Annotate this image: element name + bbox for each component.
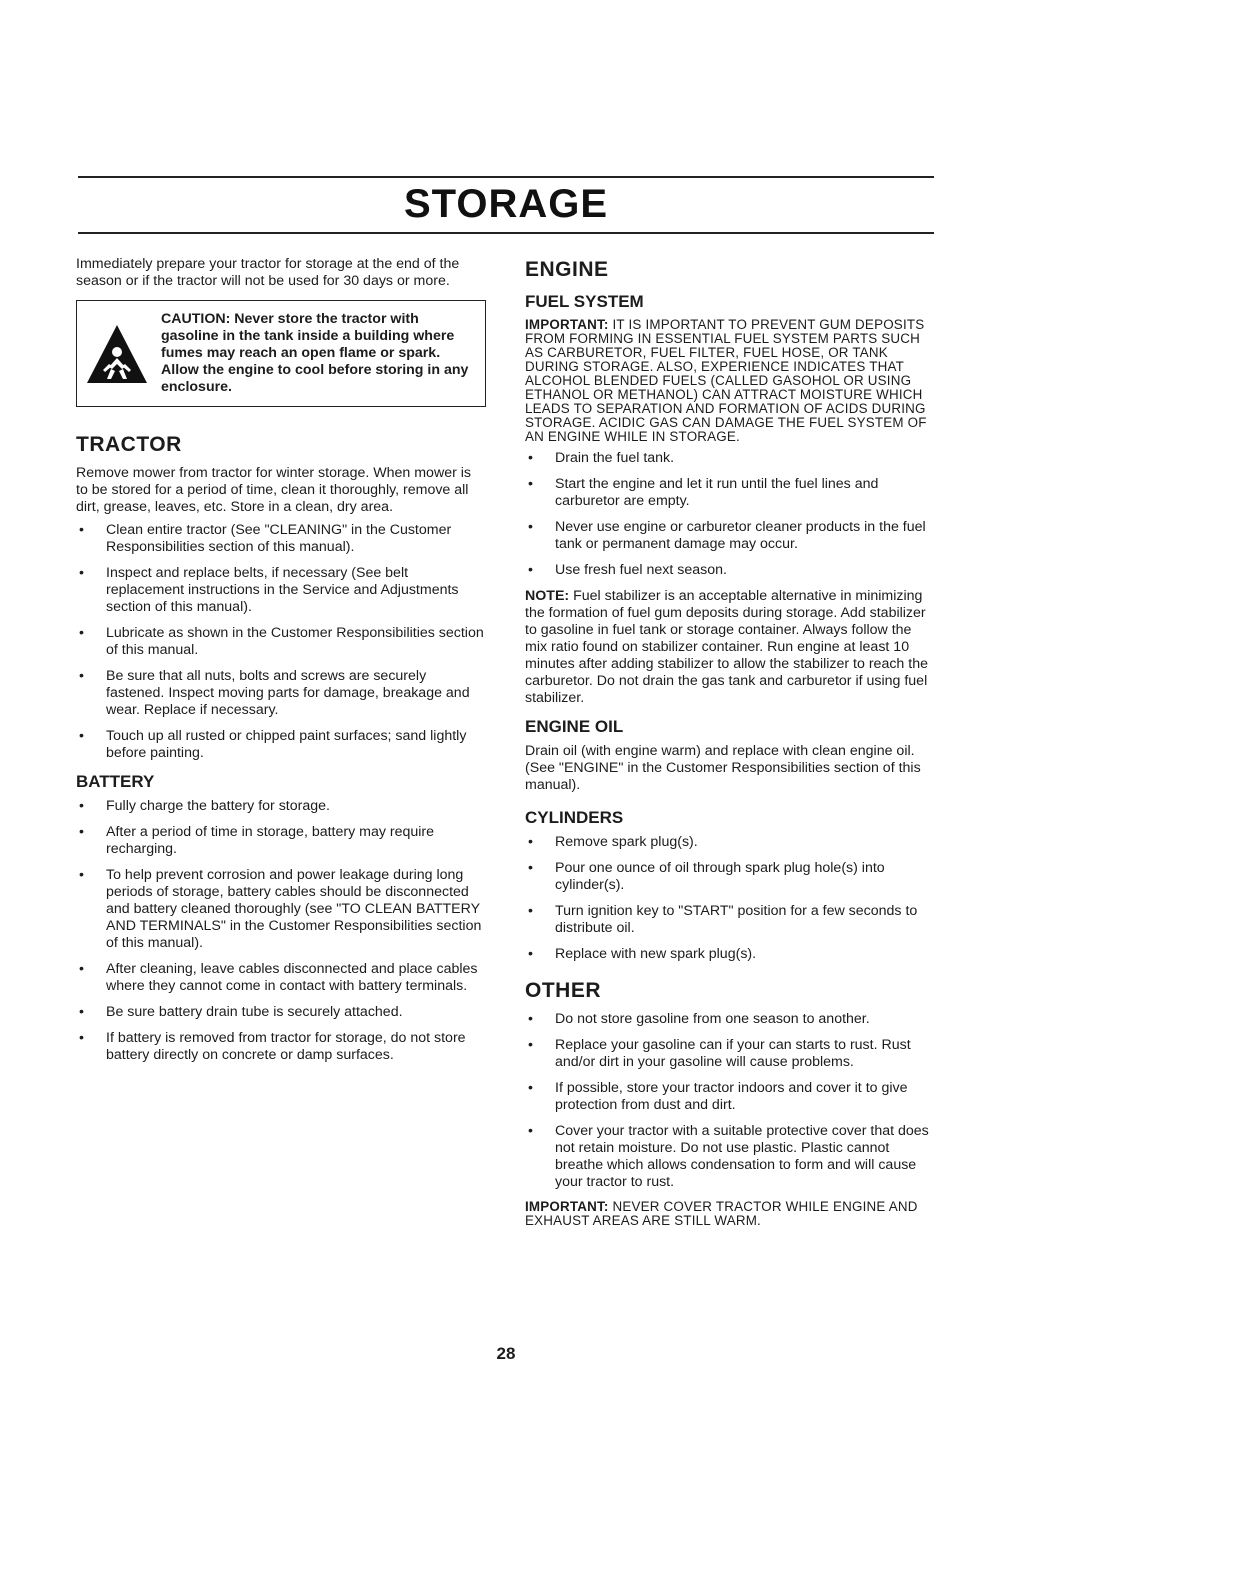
note-label: NOTE: bbox=[525, 588, 570, 604]
right-column bbox=[525, 256, 935, 1228]
top-rule bbox=[78, 176, 934, 178]
list-item: • Be sure that all nuts, bolts and screws are securely fastened. Inspect moving parts for damage, breakage and wear. Replace if necessary. bbox=[76, 668, 486, 719]
list-item: • Fully charge the battery for storage. bbox=[76, 798, 486, 815]
tractor-list bbox=[76, 522, 486, 762]
cylinders-list bbox=[525, 834, 935, 963]
title-underline bbox=[78, 232, 934, 234]
engine-oil-heading: ENGINE OIL bbox=[525, 717, 624, 736]
engine-oil-paragraph: Drain oil (with engine warm) and replace with clean engine oil. (See "ENGINE" in the Customer Responsibilities section of this manual). bbox=[525, 743, 921, 793]
battery-list bbox=[76, 798, 486, 1064]
list-item: • After a period of time in storage, battery may require recharging. bbox=[76, 824, 486, 858]
engine-heading: ENGINE bbox=[525, 258, 609, 281]
important-text: IT IS IMPORTANT TO PREVENT GUM DEPOSITS FROM FORMING IN ESSENTIAL FUEL SYSTEM PARTS SUCH AS CARBURETOR, FUEL FILTER, FUEL HOSE, OR TANK DURING STORAGE. ALSO, EXPERIENCE INDICATES THAT ALCOHOL BLENDED FUELS (CALLED GASOHOL OR USING ETHANOL OR METHANOL) CAN ATTRACT MOISTURE WHICH LEADS TO SEPARATION AND FORMATION OF ACIDS DURING STORAGE. ACIDIC GAS CAN DAMAGE THE FUEL SYSTEM OF AN ENGINE WHILE IN STORAGE. bbox=[525, 317, 927, 444]
list-item: • Replace with new spark plug(s). bbox=[525, 946, 935, 963]
fuel-system-heading: FUEL SYSTEM bbox=[525, 292, 644, 311]
tractor-paragraph: Remove mower from tractor for winter storage. When mower is to be stored for a period of time, clean it thoroughly, remove all dirt, grease, leaves, etc. Store in a clean, dry area. bbox=[76, 465, 471, 515]
list-item: • Cover your tractor with a suitable protective cover that does not retain moisture. Do not use plastic. Plastic cannot breathe which allows condensation to form and will cause your tractor to rust. bbox=[525, 1123, 935, 1191]
list-item: • Start the engine and let it run until the fuel lines and carburetor are empty. bbox=[525, 476, 935, 510]
list-item: • Lubricate as shown in the Customer Responsibilities section of this manual. bbox=[76, 625, 486, 659]
battery-heading: BATTERY bbox=[76, 772, 155, 791]
list-item: • If battery is removed from tractor for storage, do not store battery directly on concrete or damp surfaces. bbox=[76, 1030, 486, 1064]
important-text: NEVER COVER TRACTOR WHILE ENGINE AND EXHAUST AREAS ARE STILL WARM. bbox=[525, 1199, 918, 1228]
list-item: • Never use engine or carburetor cleaner products in the fuel tank or permanent damage may occur. bbox=[525, 519, 935, 553]
note-text: Fuel stabilizer is an acceptable alternative in minimizing the formation of fuel gum deposits during storage. Add stabilizer to gasoline in fuel tank or storage container. Always follow the mix ratio found on stabilizer container. Run engine at least 10 minutes after adding stabilizer to allow the stabilizer to reach the carburetor. Do not drain the gas tank and carburetor if using fuel stabilizer. bbox=[525, 588, 928, 706]
page-number: 28 bbox=[496, 1344, 516, 1363]
important-label: IMPORTANT: bbox=[525, 317, 609, 332]
list-item: • After cleaning, leave cables disconnected and place cables where they cannot come in contact with battery terminals. bbox=[76, 961, 486, 995]
list-item: • Use fresh fuel next season. bbox=[525, 562, 935, 579]
list-item: • Clean entire tractor (See "CLEANING" in the Customer Responsibilities section of this manual). bbox=[76, 522, 486, 556]
left-column bbox=[76, 256, 486, 1073]
page-title: STORAGE bbox=[403, 182, 609, 226]
fuel-list bbox=[525, 450, 935, 579]
other-important-note bbox=[525, 1200, 935, 1228]
list-item: • Touch up all rusted or chipped paint surfaces; sand lightly before painting. bbox=[76, 728, 486, 762]
caution-box bbox=[76, 300, 486, 407]
fuel-important-note bbox=[525, 318, 935, 444]
list-item: • Drain the fuel tank. bbox=[525, 450, 935, 467]
list-item: • Remove spark plug(s). bbox=[525, 834, 935, 851]
list-item: • Inspect and replace belts, if necessary (See belt replacement instructions in the Service and Adjustments section of this manual). bbox=[76, 565, 486, 616]
list-item: • Replace your gasoline can if your can starts to rust. Rust and/or dirt in your gasoline will cause problems. bbox=[525, 1037, 935, 1071]
caution-text: CAUTION: Never store the tractor with gasoline in the tank inside a building where fumes may reach an open flame or spark. Allow the engine to cool before storing in any enclosure. bbox=[161, 311, 469, 395]
tractor-heading: TRACTOR bbox=[76, 433, 182, 456]
other-heading: OTHER bbox=[525, 979, 601, 1002]
list-item: • Be sure battery drain tube is securely attached. bbox=[76, 1004, 486, 1021]
list-item: • To help prevent corrosion and power leakage during long periods of storage, battery cables should be disconnected and battery cleaned thoroughly (see "TO CLEAN BATTERY AND TERMINALS" in the Customer Responsibilities section of this manual). bbox=[76, 867, 486, 952]
cylinders-heading: CYLINDERS bbox=[525, 808, 624, 827]
list-item: • Do not store gasoline from one season to another. bbox=[525, 1011, 935, 1028]
other-list bbox=[525, 1011, 935, 1191]
list-item: • Turn ignition key to "START" position for a few seconds to distribute oil. bbox=[525, 903, 935, 937]
warning-triangle-icon bbox=[85, 323, 149, 385]
fuel-stabilizer-note bbox=[525, 588, 935, 707]
list-item: • Pour one ounce of oil through spark plug hole(s) into cylinder(s). bbox=[525, 860, 935, 894]
intro-paragraph: Immediately prepare your tractor for storage at the end of the season or if the tractor will not be used for 30 days or more. bbox=[76, 256, 460, 289]
list-item: • If possible, store your tractor indoors and cover it to give protection from dust and dirt. bbox=[525, 1080, 935, 1114]
important-label: IMPORTANT: bbox=[525, 1199, 609, 1214]
